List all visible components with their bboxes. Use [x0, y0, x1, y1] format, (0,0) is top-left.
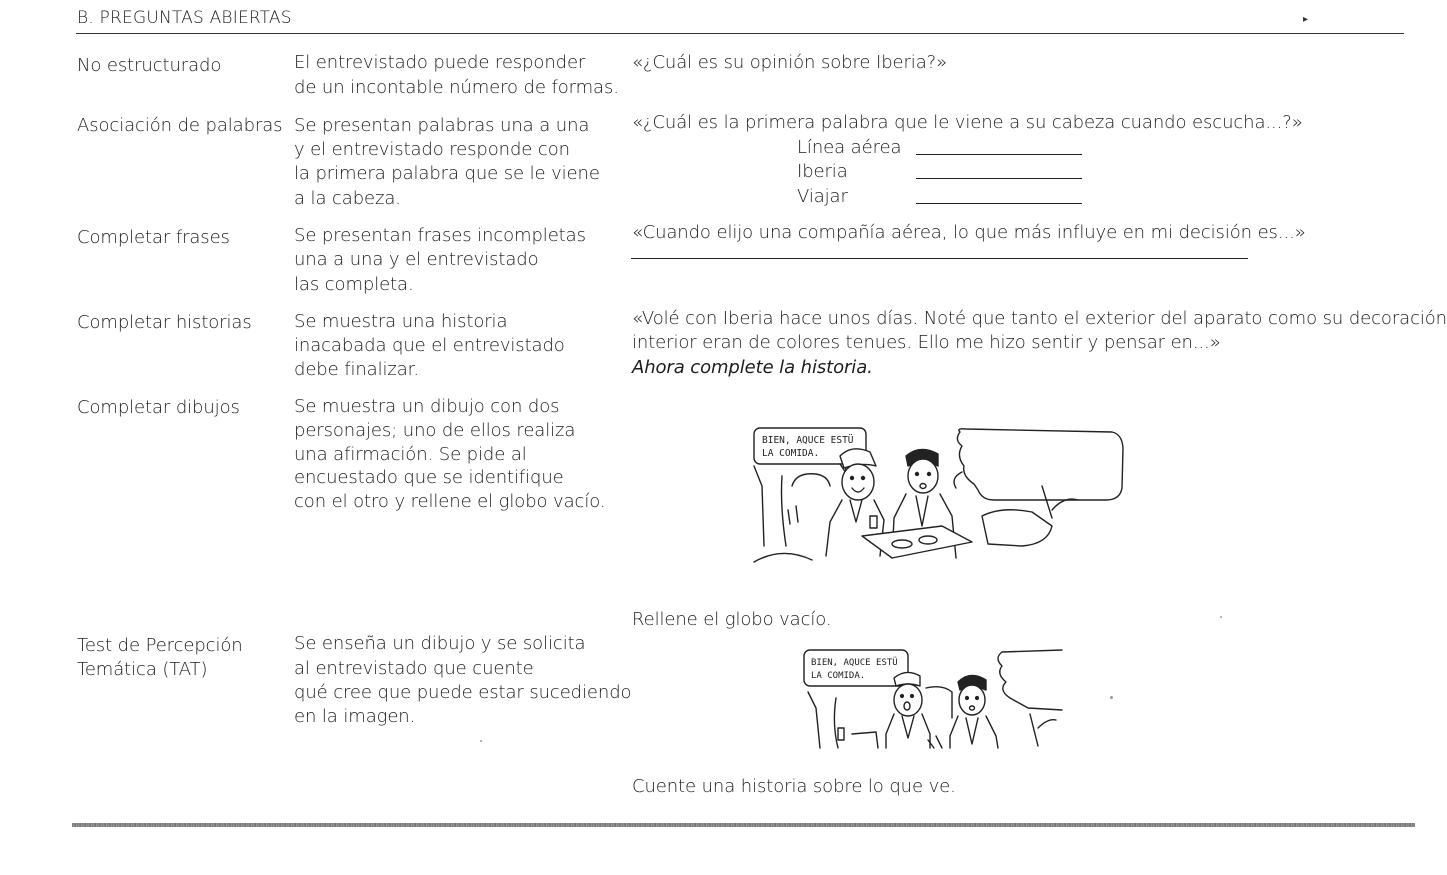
row-type-completar-historias: Completar historias: [77, 312, 252, 333]
row-description-line: la primera palabra que se le viene: [294, 163, 600, 184]
speech-bubble-text: BIEN, AQUCE ESTÜ: [762, 435, 854, 446]
row-description-line: de un incontable número de formas.: [294, 77, 619, 98]
speech-bubble-text: LA COMIDA.: [762, 448, 820, 459]
cartoon-airplane-passengers-1: [752, 426, 1128, 564]
row-type-completar-frases: Completar frases: [77, 227, 230, 248]
row-description-line: a la cabeza.: [294, 188, 401, 209]
scan-speck: [1220, 616, 1222, 618]
row-description-line: una a una y el entrevistado: [294, 249, 539, 270]
footer-rule: [72, 823, 1415, 827]
row-description-line: las completa.: [294, 274, 414, 295]
sentence-answer-blank[interactable]: [631, 258, 1248, 259]
association-word: Viajar: [797, 186, 848, 207]
section-header: B. PREGUNTAS ABIERTAS: [77, 8, 292, 28]
row-description-line: Se presentan frases incompletas: [294, 225, 586, 246]
row-example-text: «¿Cuál es la primera palabra que le viene a su cabeza cuando escucha...?»: [632, 112, 1303, 133]
row-description-line: al entrevistado que cuente: [294, 658, 534, 679]
row-example-text: «Volé con Iberia hace unos días. Noté que tanto el exterior del aparato como su decoración: [632, 308, 1447, 329]
scan-speck: [480, 740, 482, 742]
row-description-line: en la imagen.: [294, 706, 416, 727]
association-word: Iberia: [797, 161, 848, 182]
row-type-tat-line: Temática (TAT): [77, 659, 208, 680]
row-description-line: una afirmación. Se pide al: [294, 444, 527, 465]
row-example-text: interior eran de colores tenues. Ello me hizo sentir y pensar en...»: [632, 332, 1221, 353]
row-description-line: Se muestra un dibujo con dos: [294, 396, 560, 417]
row-example-text: «¿Cuál es su opinión sobre Iberia?»: [632, 52, 947, 73]
row-description-line: Se enseña un dibujo y se solicita: [294, 633, 586, 654]
header-rule: [76, 33, 1404, 34]
row-description-line: inacabada que el entrevistado: [294, 335, 565, 356]
row-description-line: qué cree que puede estar sucediendo: [294, 682, 632, 703]
row-type-no-estructurado: No estructurado: [77, 55, 222, 76]
scan-speck: [1110, 696, 1113, 699]
row-description-line: Se presentan palabras una a una: [294, 115, 590, 136]
row-type-completar-dibujos: Completar dibujos: [77, 397, 240, 418]
row-description-line: encuestado que se identifique: [294, 467, 564, 488]
row-type-asociacion: Asociación de palabras: [77, 115, 283, 136]
page-marker-icon: ▸: [1303, 14, 1309, 25]
answer-blank[interactable]: [916, 203, 1082, 204]
association-word: Línea aérea: [797, 137, 902, 158]
row-description-line: y el entrevistado responde con: [294, 139, 570, 160]
row-caption-text: Rellene el globo vacío.: [632, 609, 832, 630]
answer-blank[interactable]: [916, 154, 1082, 155]
row-description-line: debe finalizar.: [294, 359, 419, 380]
row-description-line: personajes; uno de ellos realiza: [294, 420, 576, 441]
row-description-line: con el otro y rellene el globo vacío.: [294, 491, 606, 512]
speech-bubble-text: LA COMIDA.: [811, 671, 866, 681]
row-example-text: «Cuando elijo una compañía aérea, lo que más influye en mi decisión es...»: [632, 222, 1306, 243]
row-description-line: Se muestra una historia: [294, 311, 508, 332]
row-instruction-text: Ahora complete la historia.: [632, 357, 873, 378]
row-description-line: El entrevistado puede responder: [294, 52, 586, 73]
answer-blank[interactable]: [916, 178, 1082, 179]
row-caption-text: Cuente una historia sobre lo que ve.: [632, 776, 956, 797]
speech-bubble-text: BIEN, AQUCE ESTÜ: [811, 658, 898, 668]
row-type-tat-line: Test de Percepción: [77, 635, 243, 656]
cartoon-airplane-passengers-2: [802, 648, 1066, 752]
